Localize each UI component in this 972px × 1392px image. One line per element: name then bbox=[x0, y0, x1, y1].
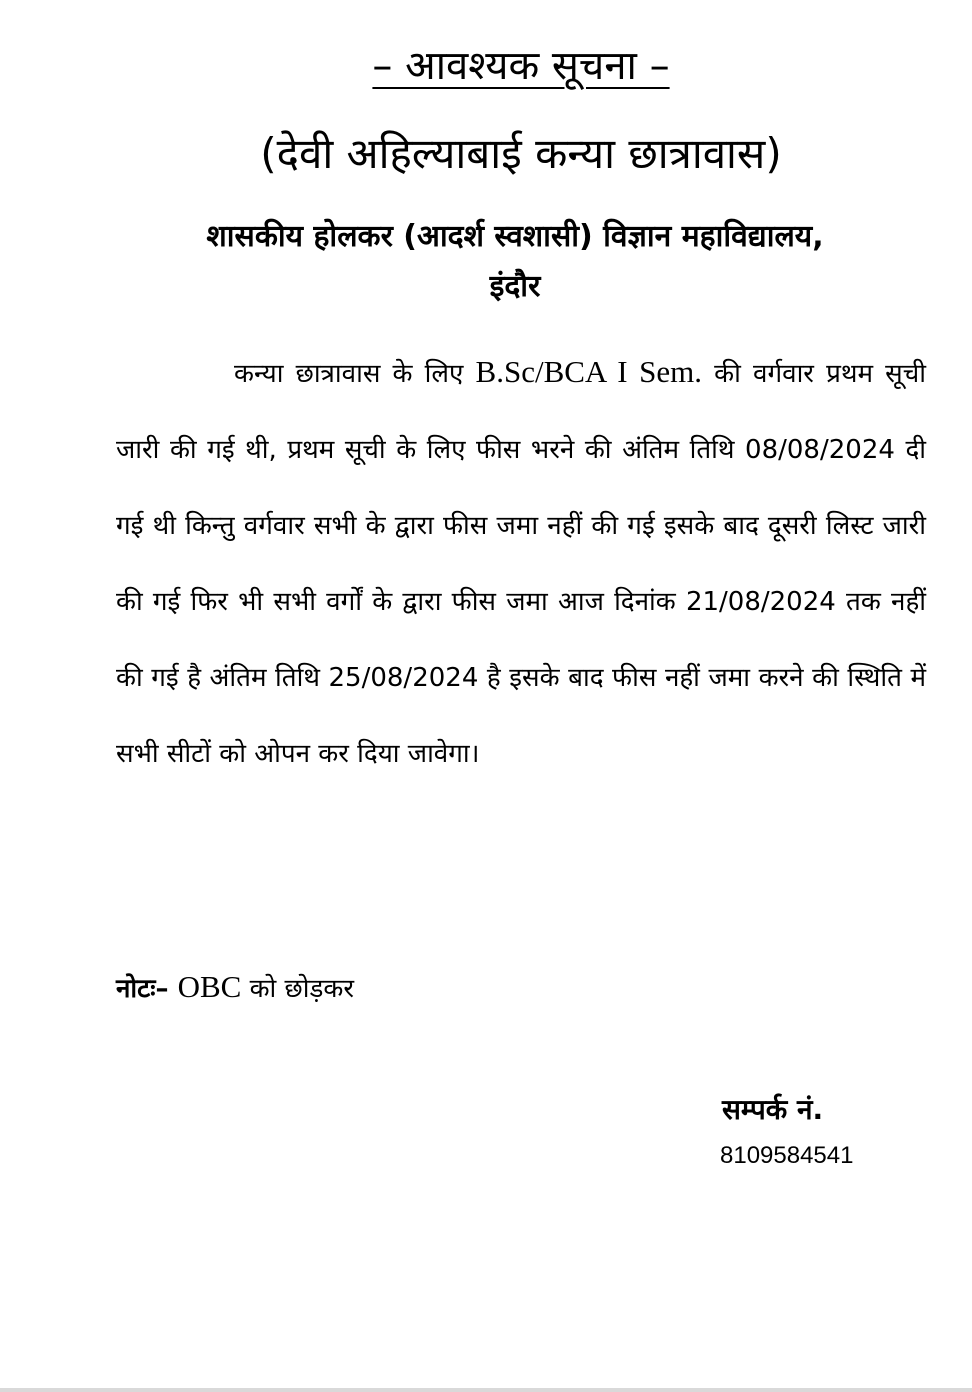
college-name-line2: इंदौर bbox=[489, 269, 541, 304]
note-code: OBC bbox=[177, 969, 242, 1004]
note bbox=[116, 962, 354, 1014]
course-name: B.Sc/BCA I Sem. bbox=[475, 354, 703, 389]
notice-body bbox=[116, 334, 926, 792]
college-name-line1: शासकीय होलकर (आदर्श स्वशासी) विज्ञान महाविद्यालय, bbox=[206, 219, 824, 254]
notice-title bbox=[0, 38, 972, 94]
note-text: को छोड़कर bbox=[241, 974, 355, 1004]
note-label: नोटः– bbox=[116, 974, 178, 1004]
college-name bbox=[110, 212, 920, 312]
notice-body-rest: की वर्गवार प्रथम सूची जारी की गई थी, प्रथम सूची के लिए फीस भरने की अंतिम तिथि 08/08/2024 दी गई थी किन्तु वर्गवार सभी के द्वारा फीस जमा नहीं की गई इसके बाद दूसरी लिस्ट जारी की गई फिर भी सभी वर्गों के द्वारा फीस जमा आज दिनांक 21/08/2024 तक नहीं की गई है अंतिम तिथि 25/08/2024 है इसके बाद फीस नहीं जमा करने की स्थिति में सभी सीटों को ओपन कर दिया जावेगा। bbox=[116, 359, 926, 769]
contact-number: 8109584541 bbox=[720, 1142, 854, 1169]
notice-title-text: – आवश्यक सूचना – bbox=[372, 43, 670, 89]
page-bottom-border bbox=[0, 1388, 972, 1392]
hostel-name: (देवी अहिल्याबाई कन्या छात्रावास) bbox=[260, 129, 782, 178]
notice-body-start: कन्या छात्रावास के लिए bbox=[234, 359, 476, 389]
contact-label: सम्पर्क नं. bbox=[722, 1093, 824, 1126]
